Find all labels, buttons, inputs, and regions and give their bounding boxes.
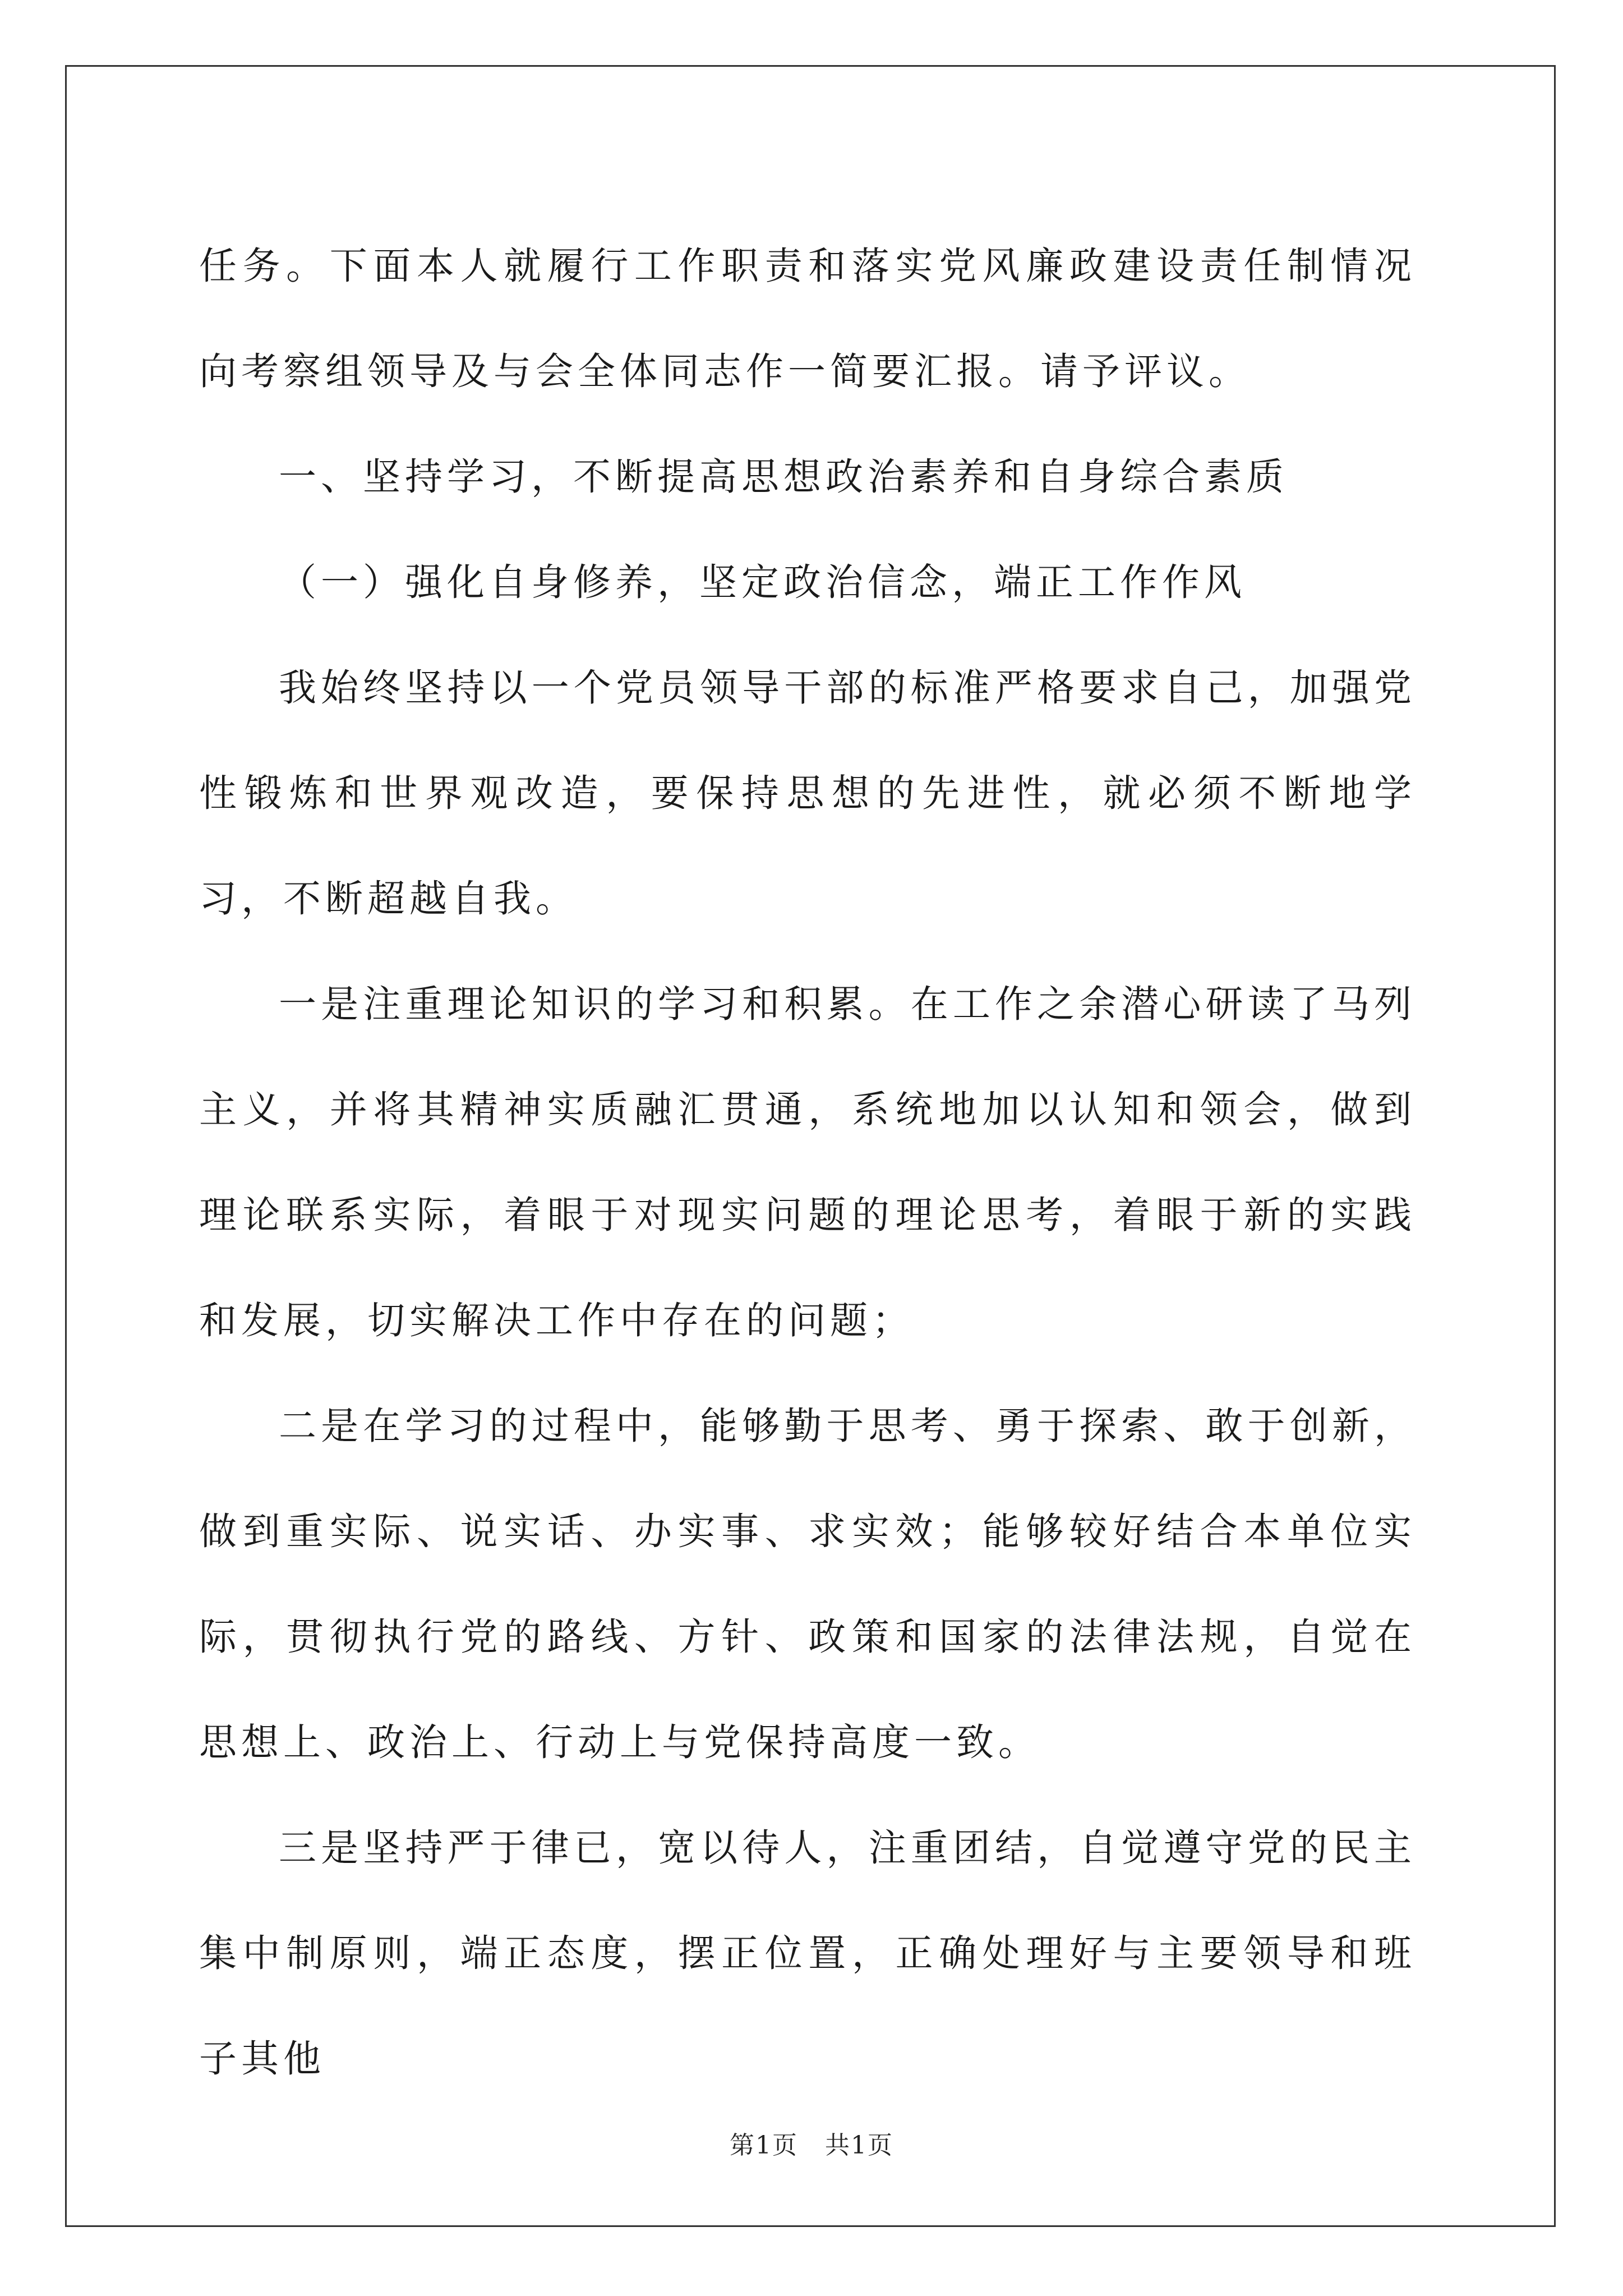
paragraph-6: 二是在学习的过程中，能够勤于思考、勇于探索、敢于创新，做到重实际、说实话、办实事、求实效；能够较好结合本单位实际，贯彻执行党的路线、方针、政策和国家的法律法规，自觉在思想上、政治上、行动上与党保持高度一致。 bbox=[199, 1404, 1416, 1764]
paragraph-1: 任务。下面本人就履行工作职责和落实党风廉政建设责任制情况向考察组领导及与会全体同志作一简要汇报。请予评议。 bbox=[199, 244, 1416, 393]
section-heading-1: 一、坚持学习，不断提高思想政治素养和自身综合素质 bbox=[279, 455, 1288, 499]
paragraph-5: 一是注重理论知识的学习和积累。在工作之余潜心研读了马列主义，并将其精神实质融汇贯通，系统地加以认知和领会，做到理论联系实际，着眼于对现实问题的理论思考，着眼于新的实践和发展，切实解决工作中存在的问题； bbox=[199, 982, 1416, 1342]
document-body bbox=[199, 213, 1416, 2111]
page-number-total: 共1页 bbox=[825, 2131, 893, 2160]
paragraph-4: 我始终坚持以一个党员领导干部的标准严格要求自己，加强党性锻炼和世界观改造，要保持思想的先进性，就必须不断地学习，不断超越自我。 bbox=[199, 666, 1416, 921]
paragraph-7: 三是坚持严于律已，宽以待人，注重团结，自觉遵守党的民主集中制原则，端正态度，摆正位置，正确处理好与主要领导和班子其他 bbox=[199, 1826, 1416, 2081]
subsection-heading-1: （一）强化自身修养，坚定政治信念，端正工作作风 bbox=[279, 560, 1246, 604]
page-footer bbox=[0, 2125, 1623, 2161]
page-number-current: 第1页 bbox=[730, 2131, 798, 2160]
